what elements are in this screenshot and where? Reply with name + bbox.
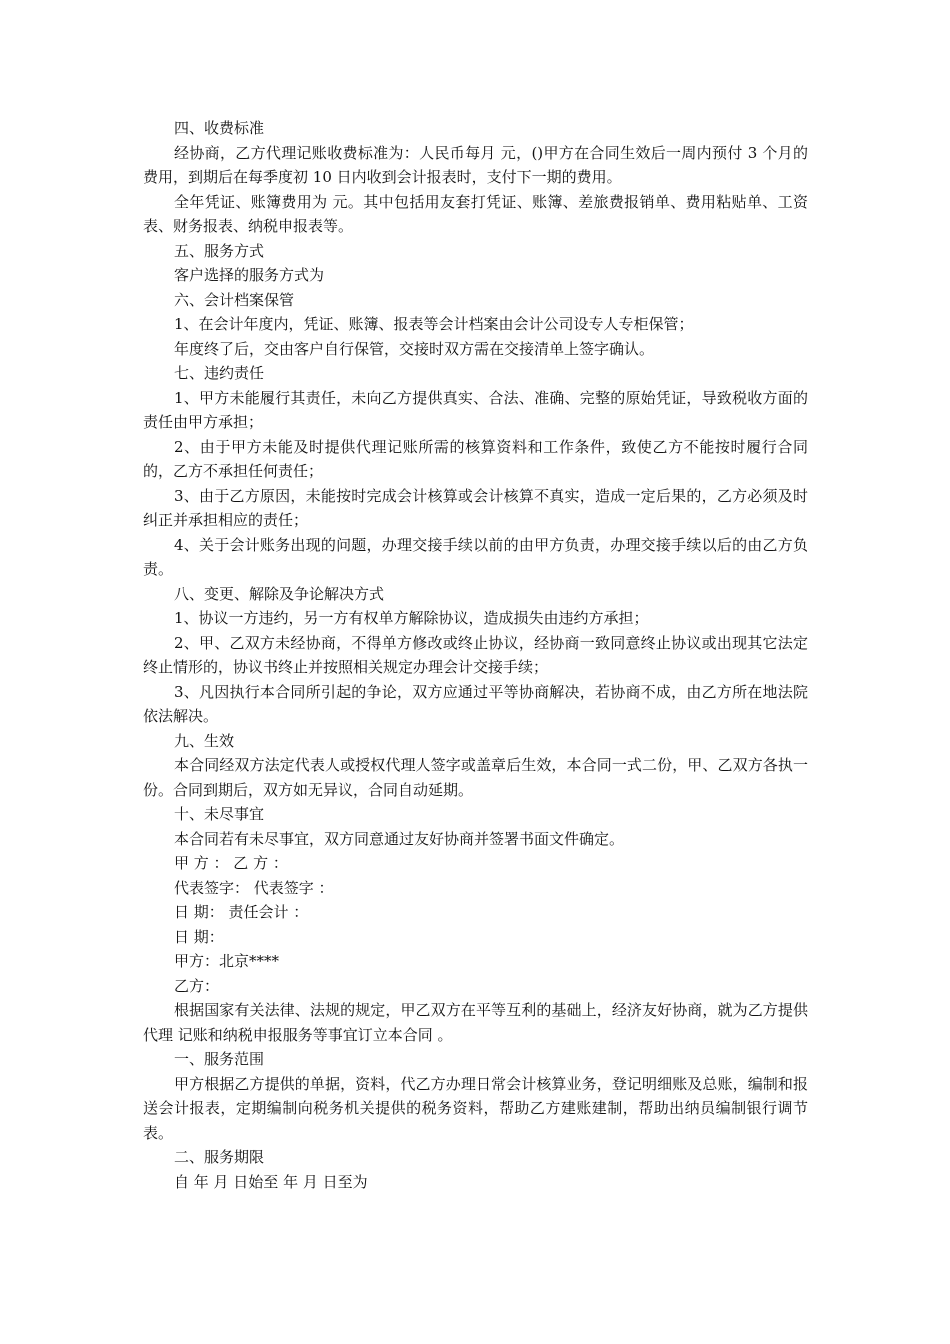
section-heading-dispute: 八、变更、解除及争论解决方式 <box>174 584 385 603</box>
paragraph: 根据国家有关法律、法规的规定，甲乙双方在平等互利的基础上，经济友好协商，就为乙方提供代理 记账和纳税申报服务等事宜订立本合同 。 <box>143 1001 808 1044</box>
document-body <box>143 116 808 1194</box>
paragraph: 自 年 月 日始至 年 月 日至为 <box>174 1172 368 1191</box>
section-heading-term: 二、服务期限 <box>174 1148 265 1166</box>
section-heading-effective: 九、生效 <box>174 731 235 750</box>
section-heading-misc: 十、未尽事宜 <box>174 805 265 823</box>
paragraph: 经协商，乙方代理记账收费标准为：人民币每月 元，()甲方在合同生效后一周内预付 3 个月的费用，到期后在每季度初 10 日内收到会计报表时，支付下一期的费用。 <box>143 143 808 186</box>
paragraph: 1、在会计年度内，凭证、账簿、报表等会计档案由会计公司设专人专柜保管； <box>174 315 694 333</box>
party-a-line: 甲方：北京**** <box>174 952 280 970</box>
section-heading-liability: 七、违约责任 <box>174 364 265 382</box>
paragraph: 全年凭证、账簿费用为 元。其中包括用友套打凭证、账簿、差旅费报销单、费用粘贴单、工资表、财务报表、纳税申报表等。 <box>143 192 808 235</box>
paragraph: 本合同经双方法定代表人或授权代理人签字或盖章后生效，本合同一式二份，甲、乙双方各执一份。合同到期后，双方如无异议，合同自动延期。 <box>143 756 808 799</box>
paragraph: 年度终了后，交由客户自行保管，交接时双方需在交接清单上签字确认。 <box>174 339 655 358</box>
section-heading-archive: 六、会计档案保管 <box>174 290 295 309</box>
paragraph: 3、凡因执行本合同所引起的争论，双方应通过平等协商解决，若协商不成，由乙方所在地法院依法解决。 <box>143 682 808 725</box>
paragraph: 1、甲方未能履行其责任，未向乙方提供真实、合法、准确、完整的原始凭证，导致税收方面的责任由甲方承担； <box>143 388 808 431</box>
paragraph: 客户选择的服务方式为 <box>174 266 325 284</box>
paragraph: 4、关于会计账务出现的问题，办理交接手续以前的由甲方负责，办理交接手续以后的由乙方负责。 <box>143 535 808 578</box>
paragraph: 甲方根据乙方提供的单据，资料，代乙方办理日常会计核算业务，登记明细账及总账，编制和报送会计报表，定期编制向税务机关提供的税务资料，帮助乙方建账建制，帮助出纳员编制银行调节表。 <box>143 1074 808 1142</box>
section-heading-fees: 四、收费标准 <box>174 119 265 137</box>
party-b-line: 乙方： <box>174 976 220 995</box>
paragraph: 2、由于甲方未能及时提供代理记账所需的核算资料和工作条件，致使乙方不能按时履行合同的，乙方不承担任何责任； <box>143 437 808 480</box>
section-heading-service-mode: 五、服务方式 <box>174 241 265 260</box>
signature-line-representatives: 代表签字： 代表签字 ： <box>174 878 334 897</box>
section-heading-scope: 一、服务范围 <box>174 1050 265 1068</box>
paragraph: 3、由于乙方原因，未能按时完成会计核算或会计核算不真实，造成一定后果的，乙方必须及时纠正并承担相应的责任； <box>143 486 808 529</box>
signature-line-date-accountant: 日 期： 责任会计 ： <box>174 903 309 921</box>
signature-line-parties: 甲 方 ： 乙 方 ： <box>174 854 288 872</box>
signature-line-date: 日 期： <box>174 927 224 946</box>
paragraph: 2、甲、乙双方未经协商，不得单方修改或终止协议，经协商一致同意终止协议或出现其它法定终止情形的，协议书终止并按照相关规定办理会计交接手续； <box>143 633 808 676</box>
paragraph: 本合同若有未尽事宜，双方同意通过友好协商并签署书面文件确定。 <box>174 829 625 848</box>
paragraph: 1、协议一方违约，另一方有权单方解除协议，造成损失由违约方承担； <box>174 609 649 627</box>
